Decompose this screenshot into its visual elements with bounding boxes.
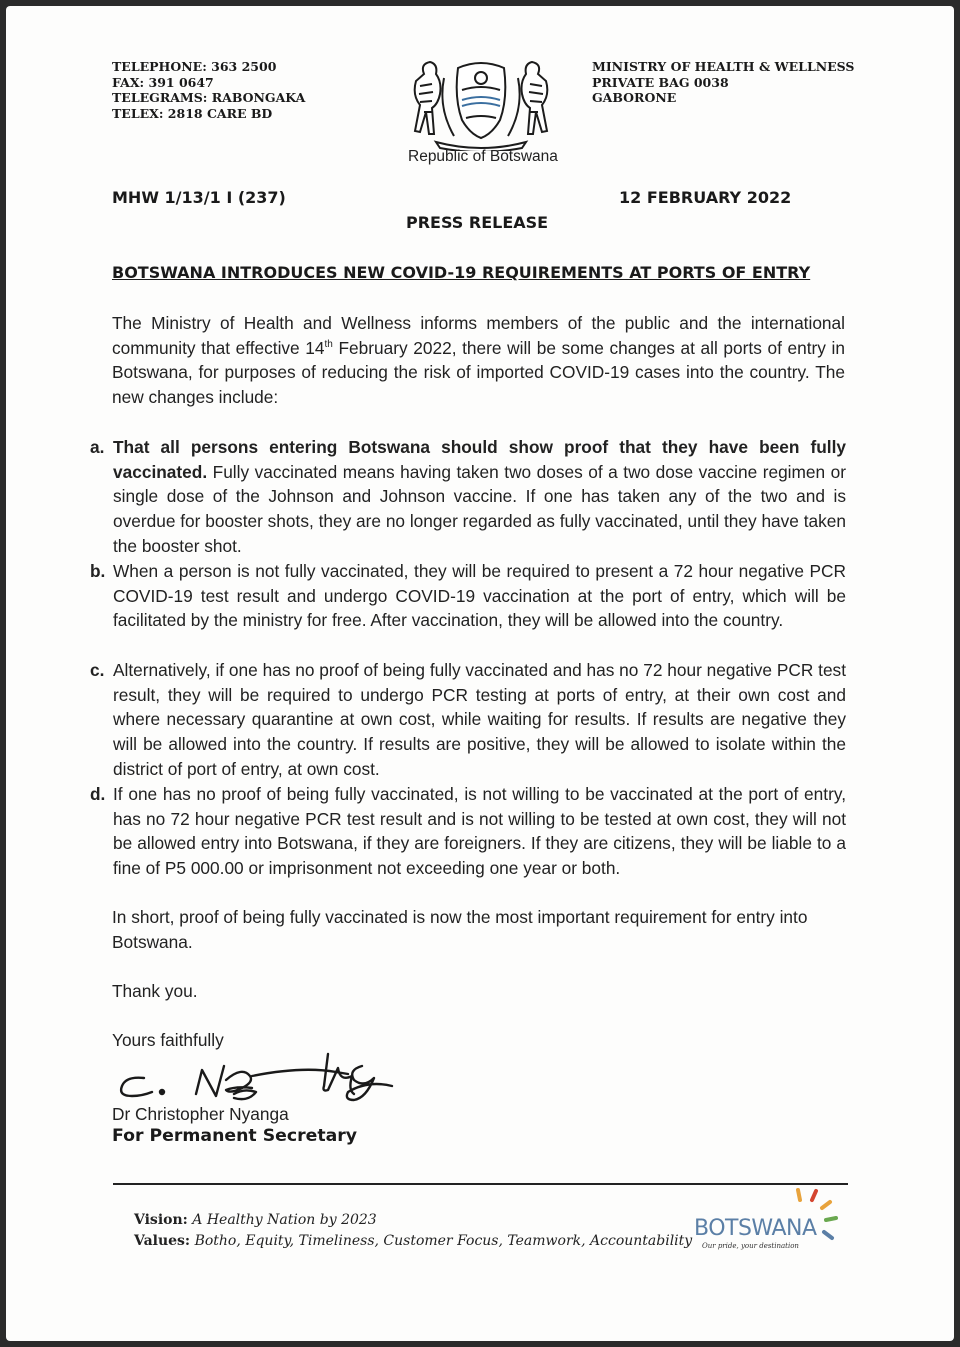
values-label: Values:	[134, 1233, 191, 1249]
postal-address: PRIVATE BAG 0038	[592, 74, 729, 90]
values-text: Botho, Equity, Timeliness, Customer Focus, Teamwork, Accountability	[194, 1233, 693, 1249]
press-release-title: BOTSWANA INTRODUCES NEW COVID-19 REQUIREMENTS AT PORTS OF ENTRY	[112, 263, 811, 282]
brand-wordmark: BOTSWANA	[694, 1216, 817, 1241]
item-body-text: Fully vaccinated means having taken two doses of a two dose vaccine regimen or single dose of the Johnson and Johnson vaccine. If one has taken any of the two and is overdue for booster shots, they are no longer regarded as fully vaccinated, until they have taken the booster shot.	[113, 461, 846, 556]
ministry-name: MINISTRY OF HEALTH & WELLNESS	[592, 59, 855, 74]
list-marker: c.	[90, 660, 105, 680]
list-marker: d.	[90, 784, 106, 804]
item-body-text: Alternatively, if one has no proof of being fully vaccinated and has no 72 hour negative PCR test result, they will be required to undergo PCR testing at ports of entry, at their own cost and where necessary quarantine at own cost, while waiting for results. If results are negative they will be allowed into the country. If results are positive, they will be allowed to isolate within the district of port of entry, at own cost.	[113, 660, 846, 779]
list-marker: a.	[90, 437, 105, 457]
botswana-coat-of-arms-emblem	[406, 56, 556, 151]
footer-divider	[113, 1183, 848, 1185]
city: GABORONE	[592, 90, 677, 105]
intro-ordinal-suffix: th	[324, 338, 333, 350]
intro-paragraph	[112, 311, 845, 409]
summary-paragraph: In short, proof of being fully vaccinated is now the most important requirement for entry into Botswana.	[112, 907, 808, 952]
thank-you-line: Thank you.	[112, 981, 198, 1001]
requirement-item-c	[90, 658, 846, 782]
values-statement	[134, 1231, 692, 1252]
botswana-brand-logo	[694, 1186, 854, 1256]
item-body-text: If one has no proof of being fully vaccinated, is not willing to be vaccinated at the port of entry, has no 72 hour negative PCR test result and is not willing to be tested at own cost, they will not be allowed entry into Botswana, if they are foreigners. If they are citizens, they will be liable to a fine of P5 000.00 or imprisonment not exceeding one year or both.	[113, 784, 846, 879]
requirement-item-a	[90, 435, 846, 559]
intro-text-part2: February 2022, there will be some changes at all ports of entry in Botswana, for purposes of reducing the risk of imported COVID-19 cases into the country. The new changes include:	[112, 337, 845, 407]
release-date: 12 FEBRUARY 2022	[619, 188, 792, 207]
list-marker: b.	[90, 561, 106, 581]
vision-statement	[134, 1210, 377, 1231]
signatory-role: For Permanent Secretary	[112, 1126, 358, 1146]
brand-tagline: Our pride, your destination	[702, 1242, 799, 1250]
vision-text: A Healthy Nation by 2023	[192, 1212, 377, 1228]
document-type: PRESS RELEASE	[406, 213, 549, 232]
ministry-address-right	[592, 59, 854, 106]
telex-line: TELEX: 2818 CARE BD	[112, 105, 273, 121]
vision-label: Vision:	[134, 1212, 188, 1228]
closing-salutation: Yours faithfully	[112, 1030, 224, 1050]
telegrams-line: TELEGRAMS: RABONGAKA	[112, 90, 306, 105]
reference-number: MHW 1/13/1 I (237)	[112, 188, 286, 207]
requirement-item-d	[90, 782, 846, 881]
item-body-text: When a person is not fully vaccinated, they will be required to present a 72 hour negative PCR COVID-19 test result and undergo COVID-19 vaccination at the port of entry, which will be facilitated by the ministry for free. After vaccination, they will be allowed into the country.	[113, 561, 846, 631]
telephone-line: TELEPHONE: 363 2500	[112, 59, 277, 74]
signatory-name: Dr Christopher Nyanga	[112, 1104, 289, 1124]
item-lead-text: That all persons entering Botswana should show proof that they have been fully vaccinated.	[113, 437, 846, 482]
fax-line: FAX: 391 0647	[112, 74, 214, 90]
press-release-page	[6, 6, 954, 1341]
emblem-caption: Republic of Botswana	[408, 148, 558, 165]
requirement-item-b	[90, 559, 846, 633]
contact-details-left	[112, 59, 305, 121]
intro-text-part1: The Ministry of Health and Wellness informs members of the public and the international community that effective 14	[112, 313, 845, 358]
